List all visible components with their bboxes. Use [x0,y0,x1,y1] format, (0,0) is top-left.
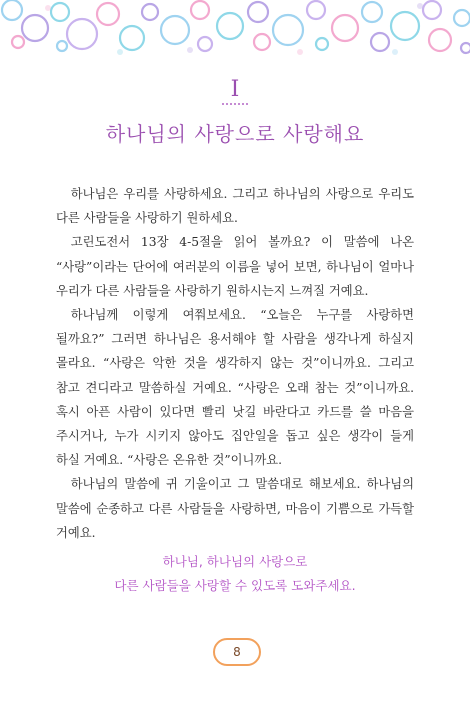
page-number: 8 [213,638,261,666]
paragraph: 하나님은 우리를 사랑하세요. 그리고 하나님의 사랑으로 우리도 다른 사람들을 사랑하기 원하세요. [56,187,414,226]
paragraph: 하나님께 이렇게 여쭤보세요. “오늘은 누구를 사랑하면 될까요?” 그러면 하나님은 용서해야 할 사람을 생각나게 하실지 몰라요. “사랑은 악한 것을 생각하지 않는 것”이니까요. 그리고 참고 견디라고 말씀하실 거예요. “사랑은 오래 참는 것”이니까요. 혹시 아픈 사람이 있다면 빨리 낫길 바란다고 카드를 쓸 마음을 주시거나, 누가 시키지 않아도 집안일을 돕고 싶은 생각이 들게 하실 거예요. “사랑은 온유한 것”이니까요. [56,308,414,468]
prayer-line: 다른 사람들을 사랑할 수 있도록 도와주세요. [114,578,356,593]
body-text [56,182,414,545]
chapter-number: I [230,77,240,102]
chapter-title: 하나님의 사랑으로 사랑해요 [105,122,365,146]
paragraph: 하나님의 말씀에 귀 기울이고 그 말씀대로 해보세요. 하나님의 말씀에 순종하고 다른 사람들을 사랑하면, 마음이 기쁨으로 가득할 거예요. [56,477,414,540]
prayer [0,550,470,598]
prayer-line: 하나님, 하나님의 사랑으로 [162,554,308,569]
bubble-border-decoration [0,0,470,60]
paragraph: 고린도전서 13장 4-5절을 읽어 볼까요? 이 말씀에 나온 “사랑”이라는 단어에 여러분의 이름을 넣어 보면, 하나님이 얼마나 우리가 다른 사람들을 사랑하기 원하시는지 느껴질 거예요. [56,235,414,298]
chapter-number-underline [222,103,248,105]
